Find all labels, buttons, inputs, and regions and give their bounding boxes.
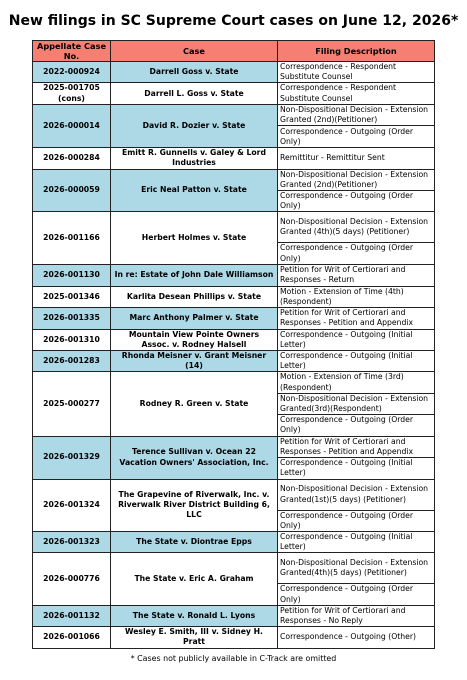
filing-description-cell: Correspondence - Outgoing (Initial Letter) <box>278 531 435 552</box>
header-case: Case <box>111 41 278 62</box>
case-name-cell: Karlita Desean Phillips v. State <box>111 286 278 307</box>
case-name-cell: David R. Dozier v. State <box>111 104 278 147</box>
table-row <box>33 286 435 307</box>
table-row <box>33 436 435 457</box>
filing-description-cell: Motion - Extension of Time (4th) (Respondent) <box>278 286 435 307</box>
filing-description-cell: Remittitur - Remittitur Sent <box>278 148 435 169</box>
case-name-cell: Wesley E. Smith, III v. Sidney H. Pratt <box>111 627 278 648</box>
table-row <box>33 627 435 648</box>
table-row <box>33 553 435 584</box>
filing-description-cell: Non-Dispositional Decision - Extension Granted(1st)(5 days) (Petitioner) <box>278 479 435 510</box>
case-number-cell: 2026-001130 <box>33 264 111 286</box>
case-name-cell: Marc Anthony Palmer v. State <box>111 308 278 329</box>
filing-description-cell: Motion - Extension of Time (3rd) (Respondent) <box>278 372 435 393</box>
table-row <box>33 169 435 190</box>
filing-description-cell: Petition for Writ of Certiorari and Responses - No Reply <box>278 605 435 626</box>
filing-description-cell: Non-Dispositional Decision - Extension Granted(4th)(5 days) (Petitioner) <box>278 553 435 584</box>
case-number-cell: 2025-001705 (cons) <box>33 83 111 104</box>
filing-description-cell: Petition for Writ of Certiorari and Responses - Petition and Appendix <box>278 308 435 329</box>
filing-description-cell: Correspondence - Outgoing (Order Only) <box>278 126 435 148</box>
filing-description-cell: Correspondence - Outgoing (Other) <box>278 627 435 648</box>
table-row <box>33 479 435 510</box>
filing-description-cell: Petition for Writ of Certiorari and Responses - Petition and Appendix <box>278 436 435 457</box>
filing-description-cell: Non-Dispositional Decision - Extension Granted (4th)(5 days) (Petitioner) <box>278 212 435 243</box>
table-row <box>33 329 435 350</box>
case-name-cell: The State v. Eric A. Graham <box>111 553 278 605</box>
case-name-cell: Mountain View Pointe Owners Assoc. v. Rodney Halsell <box>111 329 278 350</box>
case-name-cell: Emitt R. Gunnells v. Galey & Lord Industries <box>111 148 278 169</box>
case-name-cell: Darrell Goss v. State <box>111 62 278 83</box>
table-row <box>33 531 435 552</box>
table-row <box>33 308 435 329</box>
filing-description-cell: Correspondence - Outgoing (Order Only) <box>278 510 435 531</box>
case-name-cell: Herbert Holmes v. State <box>111 212 278 264</box>
table-row <box>33 83 435 104</box>
filing-description-cell: Correspondence - Respondent Substitute Counsel <box>278 62 435 83</box>
case-name-cell: The Grapevine of Riverwalk, Inc. v. Riverwalk River District Building 6, LLC <box>111 479 278 531</box>
table-row <box>33 62 435 83</box>
case-number-cell: 2026-001283 <box>33 351 111 372</box>
table-row <box>33 148 435 169</box>
filing-description-cell: Correspondence - Outgoing (Initial Letter) <box>278 458 435 479</box>
filing-description-cell: Correspondence - Outgoing (Order Only) <box>278 191 435 212</box>
filing-description-cell: Non-Dispositional Decision - Extension Granted(3rd)(Respondent) <box>278 393 435 414</box>
case-number-cell: 2025-001346 <box>33 286 111 307</box>
header-case-no: Appellate Case No. <box>33 41 111 62</box>
table-row <box>33 372 435 393</box>
filings-table <box>32 40 435 649</box>
case-name-cell: The State v. Diontrae Epps <box>111 531 278 552</box>
case-number-cell: 2026-000014 <box>33 104 111 147</box>
filing-description-cell: Correspondence - Respondent Substitute Counsel <box>278 83 435 104</box>
table-row <box>33 264 435 286</box>
filing-description-cell: Correspondence - Outgoing (Order Only) <box>278 415 435 436</box>
filing-description-cell: Correspondence - Outgoing (Order Only) <box>278 243 435 264</box>
filing-description-cell: Correspondence - Outgoing (Initial Letter) <box>278 329 435 350</box>
case-number-cell: 2026-000284 <box>33 148 111 169</box>
table-row <box>33 351 435 372</box>
filing-description-cell: Non-Dispositional Decision - Extension Granted (2nd)(Petitioner) <box>278 169 435 190</box>
table-header-row <box>33 41 435 62</box>
case-number-cell: 2026-001066 <box>33 627 111 648</box>
header-filing-description: Filing Description <box>278 41 435 62</box>
case-number-cell: 2022-000924 <box>33 62 111 83</box>
filing-description-cell: Petition for Writ of Certiorari and Responses - Return <box>278 264 435 286</box>
table-row <box>33 212 435 243</box>
case-number-cell: 2026-001310 <box>33 329 111 350</box>
case-number-cell: 2026-000059 <box>33 169 111 212</box>
case-number-cell: 2025-000277 <box>33 372 111 436</box>
case-name-cell: In re: Estate of John Dale Williamson <box>111 264 278 286</box>
case-name-cell: Eric Neal Patton v. State <box>111 169 278 212</box>
case-name-cell: Terence Sullivan v. Ocean 22 Vacation Owners' Association, Inc. <box>111 436 278 479</box>
case-number-cell: 2026-001335 <box>33 308 111 329</box>
case-number-cell: 2026-001132 <box>33 605 111 626</box>
filing-description-cell: Correspondence - Outgoing (Order Only) <box>278 584 435 605</box>
footnote: * Cases not publicly available in C-Track are omitted <box>130 654 337 663</box>
case-number-cell: 2026-000776 <box>33 553 111 605</box>
case-name-cell: Rhonda Meisner v. Grant Meisner (14) <box>111 351 278 372</box>
case-number-cell: 2026-001166 <box>33 212 111 264</box>
table-row <box>33 605 435 626</box>
case-name-cell: The State v. Ronald L. Lyons <box>111 605 278 626</box>
table-row <box>33 104 435 125</box>
case-name-cell: Rodney R. Green v. State <box>111 372 278 436</box>
table-body <box>33 62 435 649</box>
filing-description-cell: Correspondence - Outgoing (Initial Letter) <box>278 351 435 372</box>
page-title: New filings in SC Supreme Court cases on June 12, 2026* <box>8 13 459 29</box>
case-name-cell: Darrell L. Goss v. State <box>111 83 278 104</box>
case-number-cell: 2026-001323 <box>33 531 111 552</box>
filing-description-cell: Non-Dispositional Decision - Extension Granted (2nd)(Petitioner) <box>278 104 435 125</box>
case-number-cell: 2026-001329 <box>33 436 111 479</box>
case-number-cell: 2026-001324 <box>33 479 111 531</box>
